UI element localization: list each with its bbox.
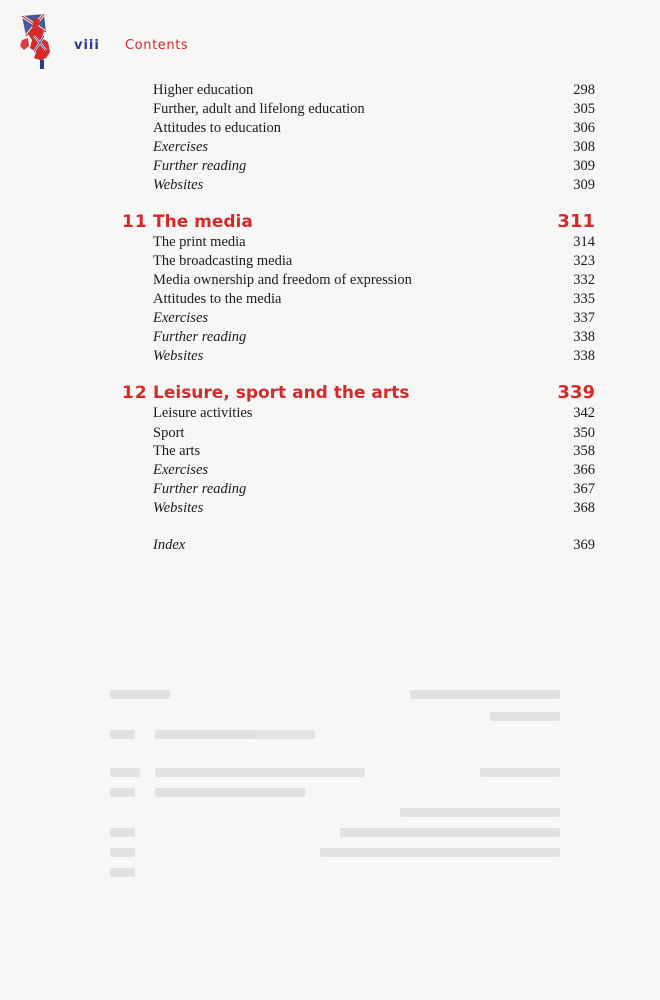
toc-entry: [153, 176, 595, 195]
chapter-heading: [122, 210, 595, 234]
chapter-heading: [122, 381, 595, 405]
toc-entry-page: 338: [573, 329, 595, 345]
chapter-page: 311: [557, 211, 595, 232]
toc-entry-page: 338: [573, 348, 595, 364]
british-isles-map-flag-icon: [16, 12, 60, 74]
toc-entry-page: 309: [573, 158, 595, 174]
toc-entry-label: Sport: [153, 425, 185, 441]
toc-entry-page: 366: [573, 462, 595, 478]
toc-entry: [153, 138, 595, 157]
show-through-texture: [110, 680, 570, 880]
chapter-number: 12: [122, 383, 148, 403]
toc-entry-page: 342: [573, 405, 595, 421]
toc-entry-page: 314: [573, 234, 595, 250]
toc-entry: [153, 424, 595, 443]
toc-entry-label: Exercises: [153, 139, 209, 155]
toc-entry-label: Media ownership and freedom of expression: [153, 272, 412, 288]
toc-entry-label: Exercises: [153, 462, 209, 478]
toc-entry: [153, 404, 595, 423]
toc-entry-label: The broadcasting media: [153, 253, 293, 269]
toc-entry: [153, 499, 595, 518]
toc-entry-label: Exercises: [153, 310, 209, 326]
toc-entry-page: 358: [573, 443, 595, 459]
toc-entry: [153, 119, 595, 138]
toc-entry-label: Attitudes to education: [153, 120, 282, 136]
toc-entry: [153, 233, 595, 252]
running-head: Contents: [125, 38, 189, 53]
toc-entry-page: 369: [573, 537, 595, 553]
toc-entry-label: Further reading: [153, 329, 247, 345]
toc-entry-page: 335: [573, 291, 595, 307]
toc-entry-page: 306: [573, 120, 595, 136]
toc-entry-page: 298: [573, 82, 595, 98]
chapter-title: The media: [153, 212, 253, 232]
toc-entry-page: 350: [573, 425, 595, 441]
toc-entry-label: Higher education: [153, 82, 254, 98]
toc-entry-page: 305: [573, 101, 595, 117]
toc-entry: [153, 347, 595, 366]
toc-entry: [153, 252, 595, 271]
toc-entry: [153, 442, 595, 461]
toc-entry-label: Websites: [153, 348, 204, 364]
toc-entry: [153, 271, 595, 290]
toc-entry: [153, 309, 595, 328]
toc-entry-label: Attitudes to the media: [153, 291, 282, 307]
toc-entry: [153, 157, 595, 176]
page-number: viii: [74, 38, 100, 53]
chapter-number: 11: [122, 212, 148, 232]
toc-entry-label: Index: [153, 537, 186, 553]
toc-index-entry: [153, 536, 595, 555]
toc-entry-page: 368: [573, 500, 595, 516]
toc-entry: [153, 81, 595, 100]
chapter-title: Leisure, sport and the arts: [153, 383, 410, 403]
toc-entry-label: Websites: [153, 500, 204, 516]
toc-entry-page: 309: [573, 177, 595, 193]
toc-entry-label: Websites: [153, 177, 204, 193]
toc-entry: [153, 290, 595, 309]
toc-entry-label: Further reading: [153, 158, 247, 174]
toc-entry-page: 308: [573, 139, 595, 155]
toc-entry-label: Further, adult and lifelong education: [153, 101, 365, 117]
toc-entry-page: 367: [573, 481, 595, 497]
toc-entry-label: Further reading: [153, 481, 247, 497]
toc-entry-page: 332: [573, 272, 595, 288]
toc-entry: [153, 328, 595, 347]
toc-entry-label: The arts: [153, 443, 201, 459]
toc-entry: [153, 461, 595, 480]
toc-entry-page: 337: [573, 310, 595, 326]
toc-entry-label: Leisure activities: [153, 405, 253, 421]
toc-entry-page: 323: [573, 253, 595, 269]
chapter-page: 339: [557, 382, 595, 403]
toc-entry: [153, 480, 595, 499]
toc-entry: [153, 100, 595, 119]
toc-entry-label: The print media: [153, 234, 246, 250]
